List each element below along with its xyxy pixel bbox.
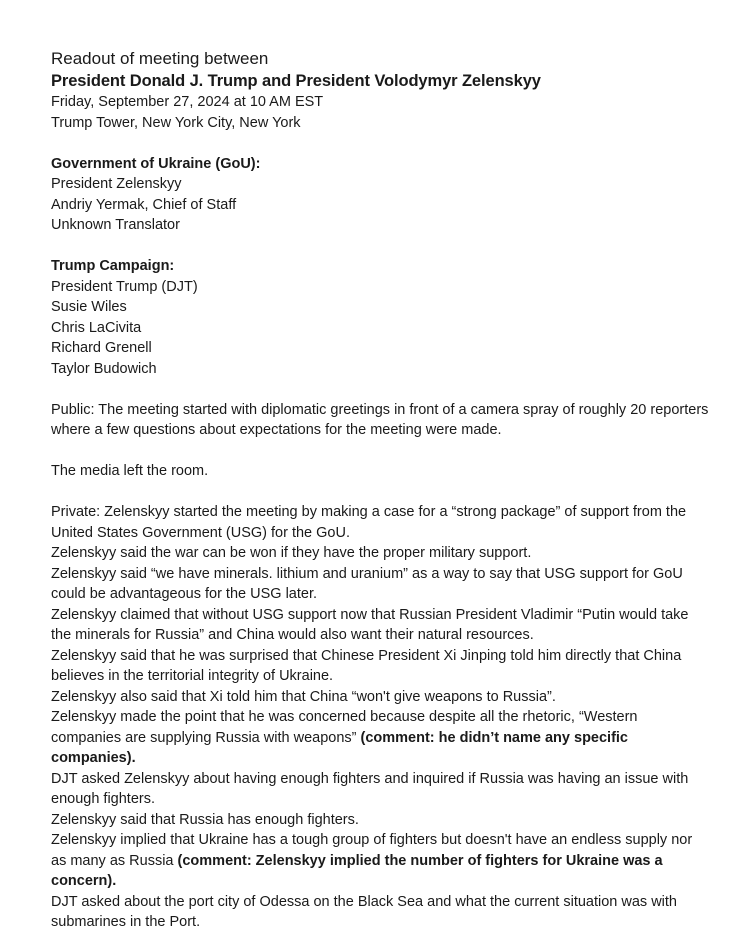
attendee: Unknown Translator — [51, 217, 180, 233]
comment-note: (comment: he didn’t name any specific companies). — [51, 729, 628, 766]
document-page — [51, 48, 711, 933]
private-paragraph: DJT asked Zelenskyy about having enough fighters and inquired if Russia was having an issue with enough fighters. — [51, 770, 689, 807]
attendee: President Zelenskyy — [51, 176, 182, 192]
private-paragraph: Zelenskyy said that Russia has enough fighters. — [51, 811, 359, 828]
meeting-location: Trump Tower, New York City, New York — [51, 114, 301, 131]
private-paragraph: Zelenskyy said that he was surprised that Chinese President Xi Jinping told him directly that China believes in the territorial integrity of Ukraine. — [51, 647, 682, 684]
private-paragraph: Zelenskyy claimed that without USG support now that Russian President Vladimir “Putin would take the minerals for Russia” and China would also want their natural resources. — [51, 606, 689, 643]
private-paragraph: DJT asked about the port city of Odessa on the Black Sea and what the current situation was with submarines in the Port. — [51, 893, 677, 930]
private-paragraph: Zelenskyy made the point that he was concerned because despite all the rhetoric, “Western companies are supplying Russia with weapons” (comment: he didn’t name any specific companies). — [51, 709, 638, 766]
attendee: Richard Grenell — [51, 340, 152, 356]
attendee: Andriy Yermak, Chief of Staff — [51, 196, 237, 213]
campaign-heading: Trump Campaign: — [51, 258, 175, 274]
meeting-date: Friday, September 27, 2024 at 10 AM EST — [51, 94, 324, 110]
public-paragraph: Public: The meeting started with diplomatic greetings in front of a camera spray of roughly 20 reporters where a few questions about expectations for the meeting were made. — [51, 401, 709, 438]
gou-heading: Government of Ukraine (GoU): — [51, 155, 261, 172]
private-paragraph: Zelenskyy implied that Ukraine has a tough group of fighters but doesn't have an endless supply nor as many as Russia (comment: Zelenskyy implied the number of fighters for Ukraine was a concern). — [51, 832, 693, 889]
private-paragraph: Zelenskyy said the war can be won if they have the proper military support. — [51, 545, 532, 561]
title-line-1: Readout of meeting between — [51, 49, 269, 68]
private-paragraph: Private: Zelenskyy started the meeting by making a case for a “strong package” of support from the United States Government (USG) for the GoU. — [51, 504, 687, 541]
comment-note: (comment: Zelenskyy implied the number of fighters for Ukraine was a concern). — [51, 852, 663, 889]
campaign-section — [51, 256, 711, 379]
gou-section — [51, 154, 711, 236]
attendee: Susie Wiles — [51, 299, 127, 315]
attendee: Taylor Budowich — [51, 360, 157, 377]
media-section — [51, 461, 711, 482]
private-paragraph: Zelenskyy said “we have minerals. lithium and uranium” as a way to say that USG support for GoU could be advantageous for the USG later. — [51, 565, 683, 602]
private-paragraph: Zelenskyy also said that Xi told him that China “won't give weapons to Russia”. — [51, 688, 556, 705]
attendee: Chris LaCivita — [51, 319, 142, 336]
title-line-2: President Donald J. Trump and President Volodymyr Zelenskyy — [51, 72, 541, 90]
media-paragraph: The media left the room. — [51, 463, 209, 479]
attendee: President Trump (DJT) — [51, 278, 198, 295]
private-section — [51, 502, 711, 933]
public-section — [51, 400, 711, 441]
